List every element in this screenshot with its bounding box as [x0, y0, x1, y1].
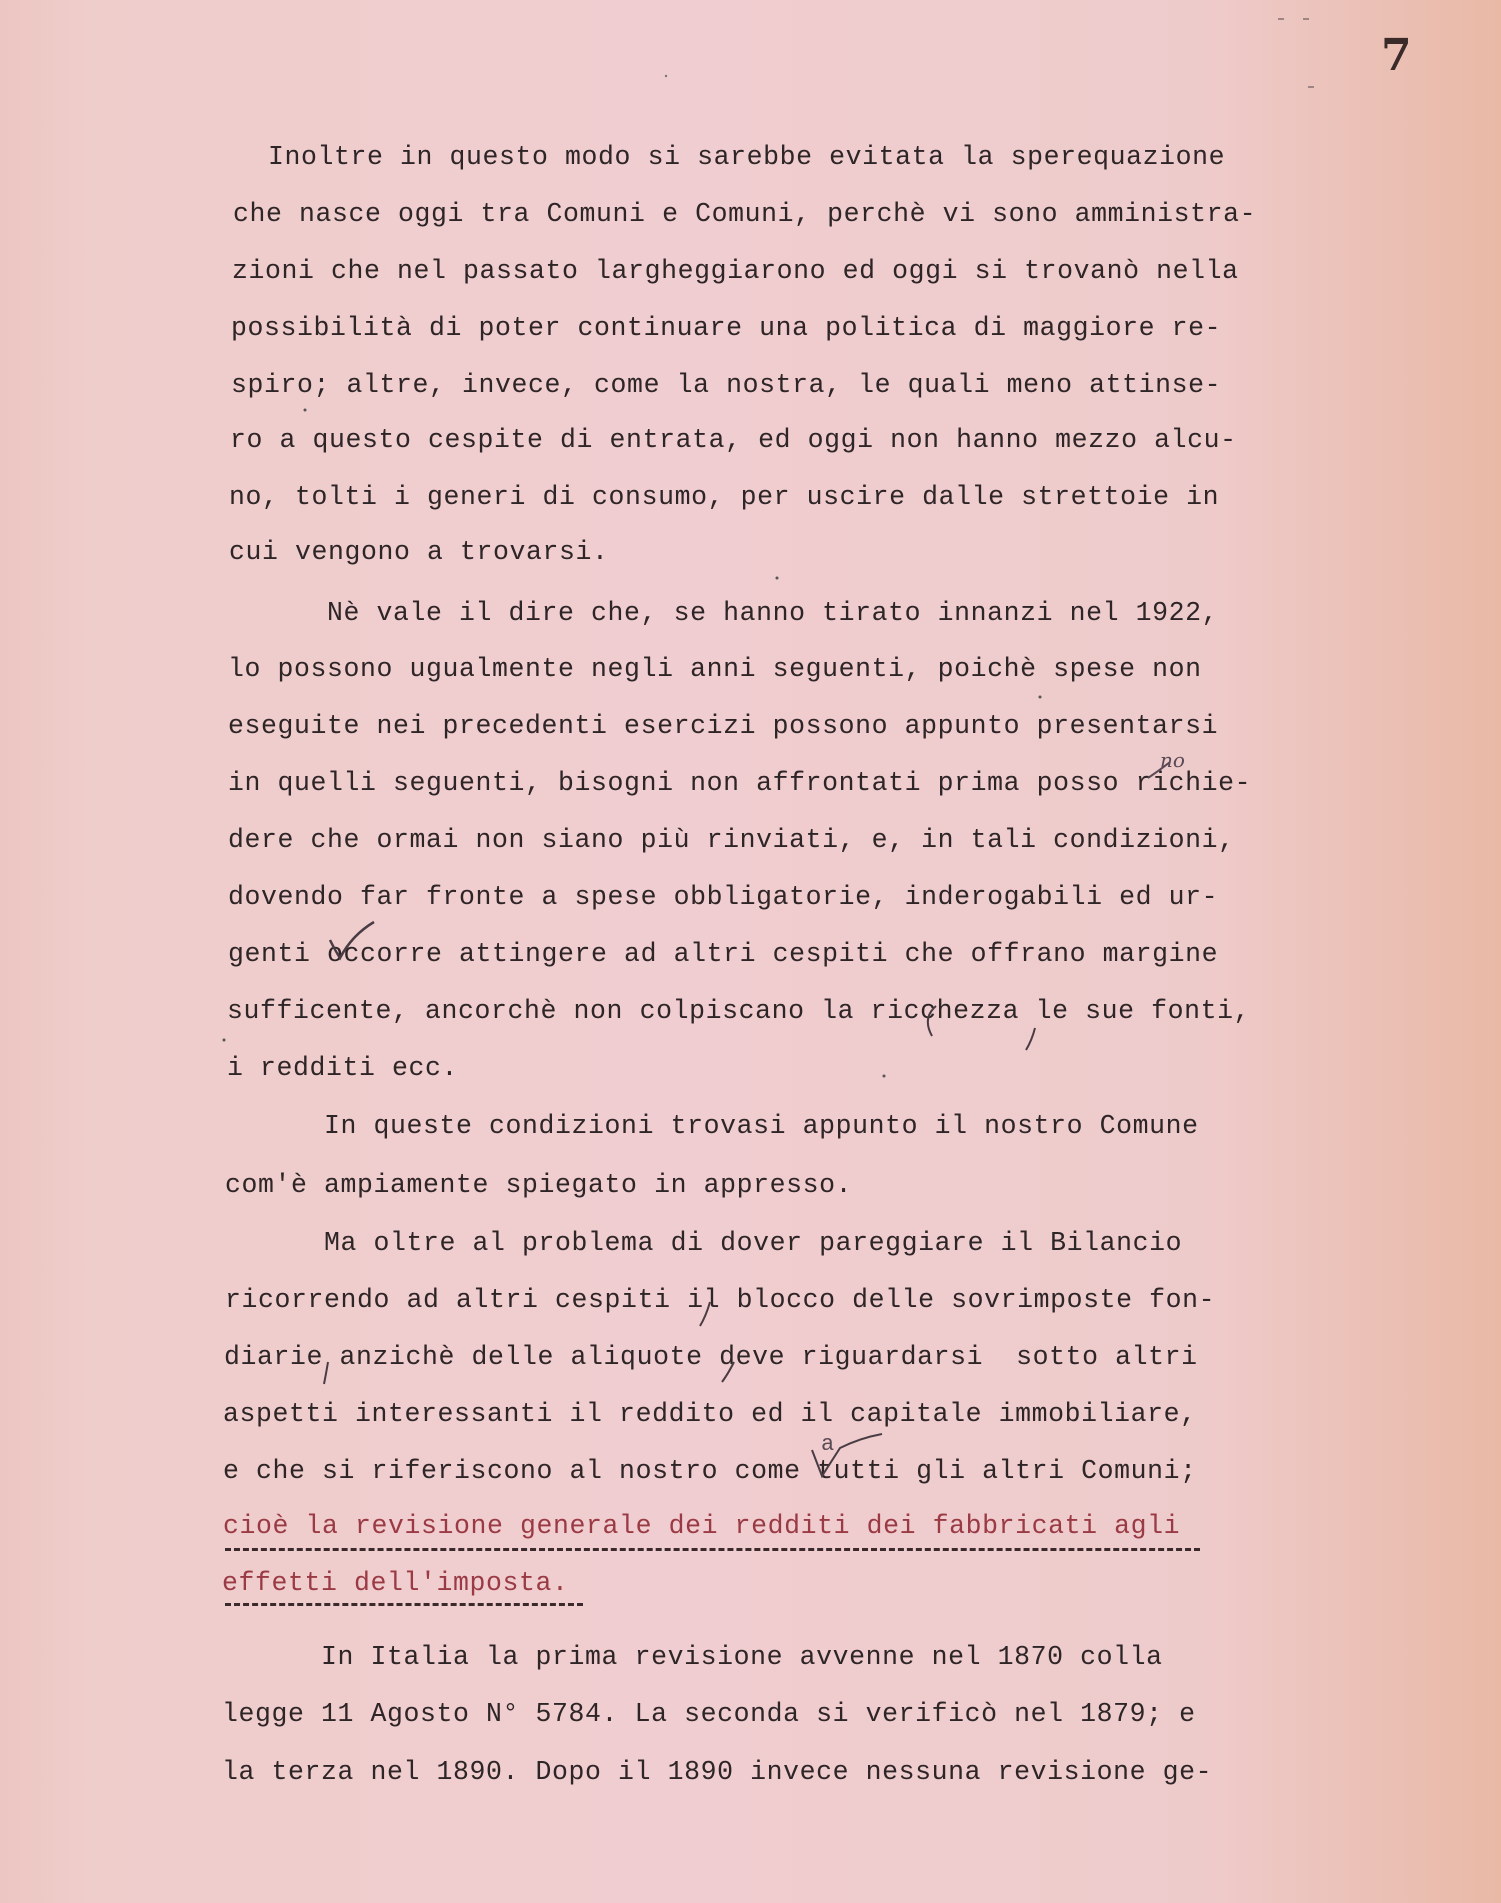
text-line: ro a questo cespite di entrata, ed oggi non hanno mezzo alcu- [230, 425, 1237, 455]
text-line: zioni che nel passato largheggiarono ed oggi si trovanò nella [232, 256, 1239, 286]
paper-speck [1308, 86, 1314, 88]
paper-speck [1278, 18, 1284, 20]
text-line: aspetti interessanti il reddito ed il capitale immobiliare, [223, 1399, 1197, 1429]
text-line: dere che ormai non siano più rinviati, e, in tali condizioni, [228, 825, 1235, 855]
text-line: genti occorre attingere ad altri cespiti che offrano margine [228, 939, 1219, 969]
paper-speck [883, 1075, 886, 1078]
text-line: e che si riferiscono al nostro come tutti gli altri Comuni; [223, 1456, 1197, 1486]
text-line: legge 11 Agosto N° 5784. La seconda si verificò nel 1879; e [222, 1699, 1196, 1729]
text-line: In queste condizioni trovasi appunto il nostro Comune [225, 1111, 1199, 1141]
text-line: i redditi ecc. [227, 1053, 459, 1083]
text-line: spiro; altre, invece, come la nostra, le quali meno attinse- [231, 370, 1222, 400]
dashed-underline [225, 1603, 583, 1606]
text-line: eseguite nei precedenti esercizi possono appunto presentarsi [228, 711, 1219, 741]
text-line: sufficente, ancorchè non colpiscano la ricchezza le sue fonti, [227, 996, 1251, 1026]
text-line: la terza nel 1890. Dopo il 1890 invece nessuna revisione ge- [222, 1757, 1213, 1787]
paper-speck [1303, 18, 1309, 20]
dashed-underline [225, 1548, 1200, 1551]
text-line: no, tolti i generi di consumo, per uscire dalle strettoie in [229, 482, 1220, 512]
text-line: possibilità di poter continuare una politica di maggiore re- [231, 313, 1222, 343]
paper-speck [1039, 696, 1042, 699]
paper-speck [665, 75, 667, 77]
handwritten-insertion: a [821, 1432, 835, 1457]
text-line: diarie anzichè delle aliquote deve riguardarsi sotto altri [224, 1342, 1198, 1372]
text-line: cui vengono a trovarsi. [229, 537, 609, 567]
text-line: che nasce oggi tra Comuni e Comuni, perchè vi sono amministra- [233, 199, 1257, 229]
text-line: Inoltre in questo modo si sarebbe evitata la sperequazione [235, 142, 1226, 172]
paper-speck [304, 409, 307, 412]
highlighted-text-line: cioè la revisione generale dei redditi dei fabbricati agli [223, 1511, 1181, 1541]
text-line: lo possono ugualmente negli anni seguenti, poichè spese non [228, 654, 1202, 684]
text-line: Ma oltre al problema di dover pareggiare il Bilancio [225, 1228, 1183, 1258]
highlighted-text-line: effetti dell'imposta. [222, 1568, 569, 1598]
text-line: ricorrendo ad altri cespiti il blocco delle sovrimposte fon- [225, 1285, 1216, 1315]
text-line: dovendo far fronte a spese obbligatorie, inderogabili ed ur- [228, 882, 1219, 912]
handwritten-insertion: no [1160, 748, 1185, 772]
text-line: com'è ampiamente spiegato in appresso. [225, 1170, 853, 1200]
comma-mark-ricchezza [1026, 1028, 1035, 1050]
paper-speck [776, 577, 779, 580]
paper-speck [223, 1039, 226, 1042]
text-line: In Italia la prima revisione avvenne nel 1870 colla [222, 1642, 1163, 1672]
page-number: 7 [1381, 30, 1412, 81]
text-line: Nè vale il dire che, se hanno tirato innanzi nel 1922, [228, 598, 1219, 628]
text-line: in quelli seguenti, bisogni non affrontati prima posso richie- [228, 768, 1252, 798]
